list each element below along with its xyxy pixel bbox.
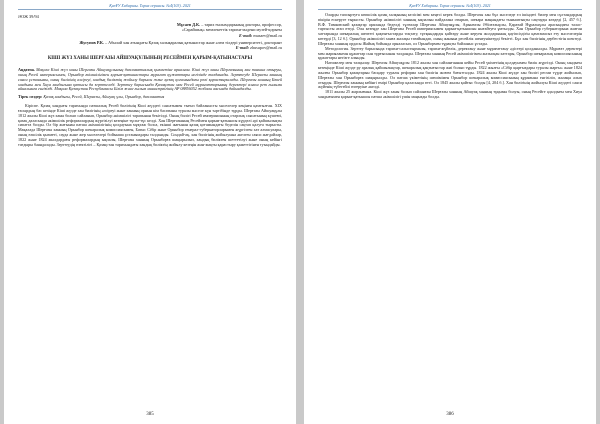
author1-org: «Сарайшық» мемлекеттік тарихи-мәдени музей-қорығы: [181, 27, 282, 33]
body-paragraph: Методология. Зерттеу барысында тарихи-салыстырмалы, тарихи-жүйелік, деректану және мұрағаттану әдістері қолданылды. Мұрағат деректері мен жарияланған құжаттар сын тұрғысынан талданды. Шерғазы ханның Ресей әкімшілігімен жазысқан хаттары, Орынбор шекаралық комиссиясының құжаттары негізге алынды.: [318, 45, 582, 61]
header-rule: [318, 9, 582, 10]
body-paragraph: Оларды тапсыртуға көпшілік қазақ халқының келісімі мен кеңесі керек болды. Шерғазы хан бұл мәселеде ел ішіндегі билер мен сұлтандардың пікірін ескеруге тырысты. Орынбор әкімшілігі ханның ықпалын пайдалана отырып, шекара маңындағы тыныштықты сақтауды көздеді [2, 457 б.]. В.Ф. Тимковский қазақтар арасында беделді тұлғалар Шерғазы Айшуақұлы, Арынғазы Әбілғазыұлы, Қаратай Нұралыұлы арасындағы талас-тартысты атап өтеді. Осы кезеңде хан Шерғазы Ресей империясымен қарым-қатынасын нығайтуға ұмтылды. Хан Орынбор губернаторына жазған хаттарында шекаралық шептегі қақтығыстарды тоқтату, тұтқындарды қайтару және керуен жолдарының қауіпсіздігін қамтамасыз ету мәселелерін көтерді [3, 12 б.]. Орынбор әкімшілігі ханға жалақы тағайындап, оның жанына ресейлік шенеуніктерді бекітті. Бұл хан билігінің дербестігін шектеді. Шерғазы ханның ордасы Жайық бойында орналасып, ол Орынбормен тұрақты байланыс ұстады.: [318, 12, 582, 46]
right-content: [318, 13, 582, 100]
author1-email[interactable]: musaev@mail.ru: [253, 32, 282, 38]
header-rule: [18, 9, 282, 10]
running-header: ҚазҰУ Хабаршы. Тарих сериясы. №4(103). 2021: [409, 3, 491, 8]
keywords-text: Қазақ хандығы, Ресей, Шерғазы, Айшуақ ұлы, Орынбор, дипломатия: [43, 94, 165, 100]
author2-role: Абылай хан атындағы Қазақ халықаралық қатынастар және әлем тілдері университеті, докторант: [108, 39, 282, 45]
left-body: [18, 104, 282, 147]
author1-email-label: E-mail:: [239, 32, 253, 38]
author2-name: Жусупов Р.К.: [79, 39, 104, 45]
author-block-2: Жусупов Р.К. – Абылай хан атындағы Қазақ халықаралық қатынастар және әлем тілдері университеті, докторант E-mail: zhusupov@mail.ru: [79, 39, 282, 51]
article-title: КІШІ ЖҮЗ ХАНЫ ШЕРҒАЗЫ АЙШУАҚҰЛЫНЫҢ РЕСЕЙМЕН ҚАРЫМ-ҚАТЫНАСТАРЫ: [47, 56, 253, 62]
page-number: 386: [446, 412, 454, 417]
left-page: [4, 0, 296, 424]
abstract-text: Мақала Кіші жүз ханы Шерғазы Айшуақұлының дипломатиялық қызметіне арналған. Кіші жүз ханы Шерғазының хан тағына отыруы, оның Ресей империясымен, Орынбор әкімшілігімен қарым-қатынастары мұрағат құжаттары негізінде талданады. Зерттеуде Шерғазы ханның саяси ұстанымы, оның билігінің әлсіреуі, хандық биліктің жойылу барысы және қазақ қоғамындағы рөлі қарастырылады. Шерғазы ханның Бөкей хандығы мен Хиуа хандығына қатысы да зерттеледі. Зерттеу барысында Қазақстан мен Ресей мұрағаттарының деректері алғаш рет ғылыми айналымға енгізілді. Мақала Қазақстан Республикасы Білім және ғылым министрлігінің АР 08856052 жобасы аясында дайындалды.: [18, 67, 282, 92]
keywords-label: Тірек сөздер:: [18, 94, 43, 100]
right-page: [304, 0, 596, 424]
author1-name: Мұсаев Д.К.: [176, 22, 201, 28]
running-header: ҚазҰУ Хабаршы. Тарих сериясы. №4(103). 2021: [109, 3, 191, 8]
page-number: 385: [146, 412, 154, 417]
author2-email[interactable]: zhusupov@mail.ru: [250, 45, 282, 51]
left-content: [18, 14, 282, 147]
abstract: [18, 68, 282, 92]
author1-role: тарих ғылымдарының докторы, профессор,: [204, 22, 282, 28]
udk-code: ӘОЖ 39/94: [18, 14, 39, 19]
keywords: [18, 95, 282, 100]
author2-email-label: E-mail:: [235, 45, 250, 51]
body-paragraph: 1811 жылы 25 жарлығына. Кіші жүз ханы болып сайланған Шерғазы ханның Айшуақ ханның тұқымы болуы, оның Ресейге адалдығы мен Хиуа хандығымен қарым-қатынасы патша әкімшілігі үшін маңызды болды.: [318, 89, 582, 100]
author-block-1: Мұсаев Д.К. – тарих ғылымдарының докторы, профессор, «Сарайшық» мемлекеттік тарихи-мәдени музей-қорығы E-mail: musaev@mail.ru: [176, 22, 282, 38]
body-paragraph: Нәтижелер мен талқылау. Шерғазы Айшуақұлы 1812 жылы хан сайланғаннан кейін Ресей үкіметінің қолдауымен билік жүргізді. Оның хандығы кезеңінде Кіші жүзде ру аралық қайшылықтар, шекаралық қақтығыстар жиі болып тұрды. 1822 жылғы «Сібір қырғыздары туралы жарғы» және 1824 жылғы Орынбор қазақтарын басқару туралы реформа хан билігін жоюға бағытталды. 1824 жылы Кіші жүзде хан билігі ресми түрде жойылып, Шерғазы хан Орынборға шақырылды. Ол патша үкіметінің шешімімен Орынбор шекаралық комиссиясының құрамына енгізіліп, жалақы алып отырды. Шерғазы ханның кейінгі өмірі Орынбор қаласында өтті. Ол 1845 жылы қайтыс болды [4, 204 б.]. Хан билігінің жойылуы Кіші жүздегі саяси жүйенің түбегейлі өзгеруіне әкелді.: [318, 60, 582, 90]
abstract-label: Аңдатпа.: [18, 67, 35, 73]
body-paragraph: Кіріспе. Қазақ хандығы тарихында патшалық Ресей билігінің Кіші жүздегі саясатымен тығыз байланысты мәселелер кеңінен қамтылған. XIX ғасырдың бас кезінде Кіші жүзде хан билігінің әлсіреуі және ханның орнын кім басатыны туралы мәселе күн тәртібінде тұрды. Шерғазы Айшуақұлы 1812 жылы Кіші жүз ханы болып сайланып, Орынбор әкімшілігі тарапынан бекітілді. Оның билігі Ресей империясының отарлық саясатының күшеюі, қазақ даласында әкімшілік реформалардың жүргізілуі кезеңіне тұспа-тұс келді. Хан Шерғазының Ресеймен қарым-қатынасы күрделі әрі қайшылықты сипатта болды. Ол бір жағынан патша әкімшілігінің қолдауына мұқтаж болса, екінші жағынан қазақ қоғамындағы беделін сақтап қалуға тырысты. Мақалада Шерғазы ханның Орынбор шекаралық комиссиясымен, Батыс Сібір және Орынбор генерал-губернаторларымен жүргізген хат алмасулары, оның елшілік қызметі, сауда және жер мәселелері бойынша ұстанымдары талданады. Сондай-ақ, хан билігінің жойылуына әкелген саяси жағдайлар, 1822 және 1824 жылдардағы реформалардың ықпалы, Шерғазы ханның Орынборға шақырылып, хандық биліктен шеттетілуі және оның кейінгі тағдыры баяндалады. Зерттеудің өзектілігі – Қазақстан тарихындағы хандық биліктің жойылу кезеңін жан-жақты қарастыру қажеттігінен туындайды.: [18, 103, 282, 147]
